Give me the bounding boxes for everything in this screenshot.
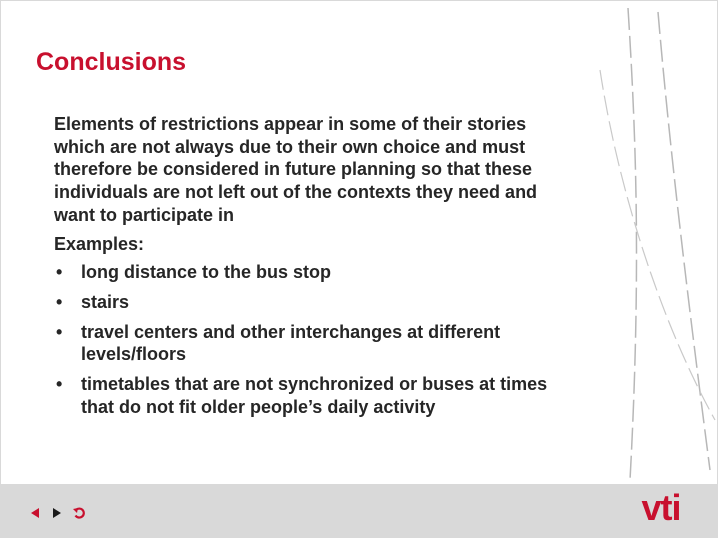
list-item — [54, 261, 574, 284]
return-icon[interactable] — [72, 506, 86, 520]
previous-slide-icon[interactable] — [28, 506, 42, 520]
slide-title: Conclusions — [36, 48, 187, 76]
bullet-marker: • — [56, 262, 63, 283]
decorative-curves — [560, 0, 720, 490]
vti-logo — [632, 487, 690, 527]
examples-label: Examples: — [54, 233, 145, 254]
bullet-text: timetables that are not synchronized or buses at times that do not fit older people’s daily activity — [81, 374, 548, 417]
footer-bar — [0, 484, 718, 538]
bullet-text: travel centers and other interchanges at different levels/floors — [81, 321, 501, 365]
bullet-text: stairs — [81, 291, 130, 312]
bullet-marker: • — [56, 321, 63, 342]
list-item — [54, 291, 574, 314]
examples-list — [54, 261, 574, 418]
bullet-marker: • — [56, 291, 63, 312]
logo-text: vti — [641, 487, 681, 527]
bullet-text: long distance to the bus stop — [81, 262, 332, 283]
list-item — [54, 373, 574, 418]
bullet-marker: • — [56, 374, 63, 395]
next-slide-icon[interactable] — [50, 506, 64, 520]
list-item — [54, 321, 574, 366]
slide-navigation — [28, 505, 86, 521]
slide-body — [54, 113, 574, 425]
conclusion-paragraph: Elements of restrictions appear in some of their stories which are not always due to their own choice and must therefore be considered in future planning so that these individuals are not left out of the contexts they need and want to participate in — [54, 114, 538, 225]
